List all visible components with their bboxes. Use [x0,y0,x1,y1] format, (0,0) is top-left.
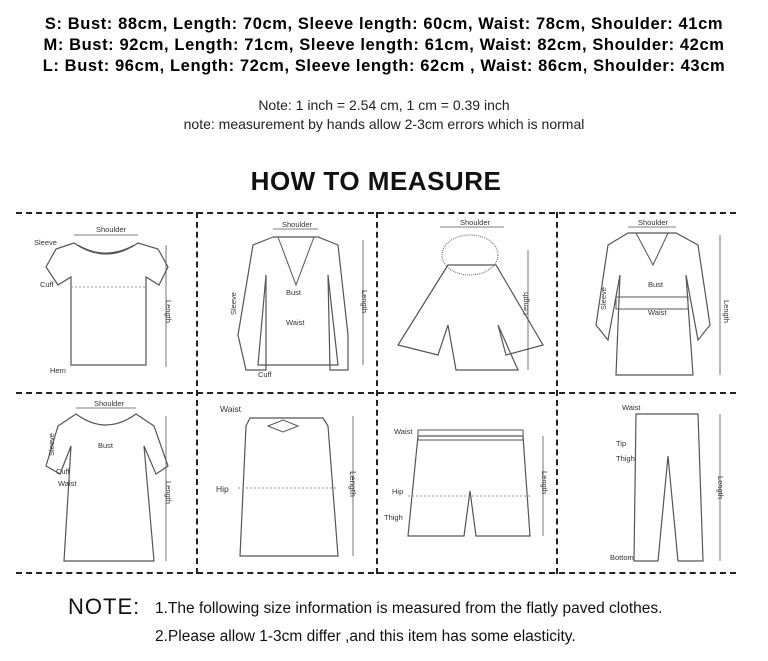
tshirt-sleeve-label: Sleeve [34,238,57,247]
tshirt-diagram [16,215,194,390]
pants-diagram [558,396,736,571]
dress-shoulder-label: Shoulder [94,399,125,408]
dress-bust-label: Bust [98,441,114,450]
size-chart [0,14,768,77]
measurement-error-note: note: measurement by hands allow 2-3cm errors which is normal [183,116,585,132]
pants-thigh-label: Thigh [616,454,635,463]
conversion-notes [0,96,768,134]
pants-tip-label: Tip [616,439,627,448]
pants-length-label: Length [716,476,725,499]
shorts-thigh-label: Thigh [384,513,403,522]
cape-shoulder-label: Shoulder [460,218,491,227]
skirt-length-label: Length [348,471,358,497]
skirt-hip-label: Hip [216,484,229,494]
tshirt-cuff-label: Cuff [40,280,54,289]
size-m-row: M: Bust: 92cm, Length: 71cm, Sleeve length: 61cm, Waist: 82cm, Shoulder: 42cm [43,36,725,54]
dress-waist-label: Waist [58,479,77,488]
coat-sleeve-label: Sleeve [599,287,608,310]
cape-length-label: Length [521,292,530,315]
blazer-waist-label: Waist [286,318,305,327]
coat-diagram [558,215,736,390]
how-to-measure-heading: HOW TO MEASURE [250,166,502,196]
shorts-waist-label: Waist [394,427,413,436]
tshirt-length-label: Length [164,300,173,323]
size-s-row: S: Bust: 88cm, Length: 70cm, Sleeve length: 60cm, Waist: 78cm, Shoulder: 41cm [44,15,724,33]
blazer-cuff-label: Cuff [258,370,272,379]
pants-bottom-label: Bottom [610,553,634,562]
tshirt-hem-label: Hem [50,366,66,375]
measure-diagram-grid [16,212,736,574]
size-l-row: L: Bust: 96cm, Length: 72cm, Sleeve length: 62cm , Waist: 86cm, Shoulder: 43cm [42,57,726,75]
shorts-diagram [378,396,556,571]
note-label: NOTE: [68,594,141,619]
coat-waist-label: Waist [648,308,667,317]
blazer-length-label: Length [360,290,369,313]
shorts-hip-label: Hip [392,487,404,496]
shorts-length-label: Length [540,471,549,494]
blazer-shoulder-label: Shoulder [282,220,313,229]
coat-length-label: Length [722,300,731,323]
dress-sleeve-label: Sleeve [47,433,56,456]
coat-bust-label: Bust [648,280,664,289]
unit-conversion-note: Note: 1 inch = 2.54 cm, 1 cm = 0.39 inch [258,97,510,113]
blazer-bust-label: Bust [286,288,302,297]
skirt-diagram [198,396,376,571]
dress-length-label: Length [164,481,173,504]
dress-diagram [16,396,194,571]
cape-diagram [378,215,556,390]
blazer-diagram [198,215,376,390]
tshirt-shoulder-label: Shoulder [96,225,127,234]
note-item-2: 2.Please allow 1-3cm differ ,and this item has some elasticity. [155,628,576,645]
dress-cuff-label: Cuff [56,467,70,476]
pants-waist-label: Waist [622,403,641,412]
coat-shoulder-label: Shoulder [638,218,669,227]
skirt-waist-label: Waist [220,404,241,414]
note-item-1: 1.The following size information is measured from the flatly paved clothes. [155,600,663,617]
blazer-sleeve-label: Sleeve [229,292,238,315]
